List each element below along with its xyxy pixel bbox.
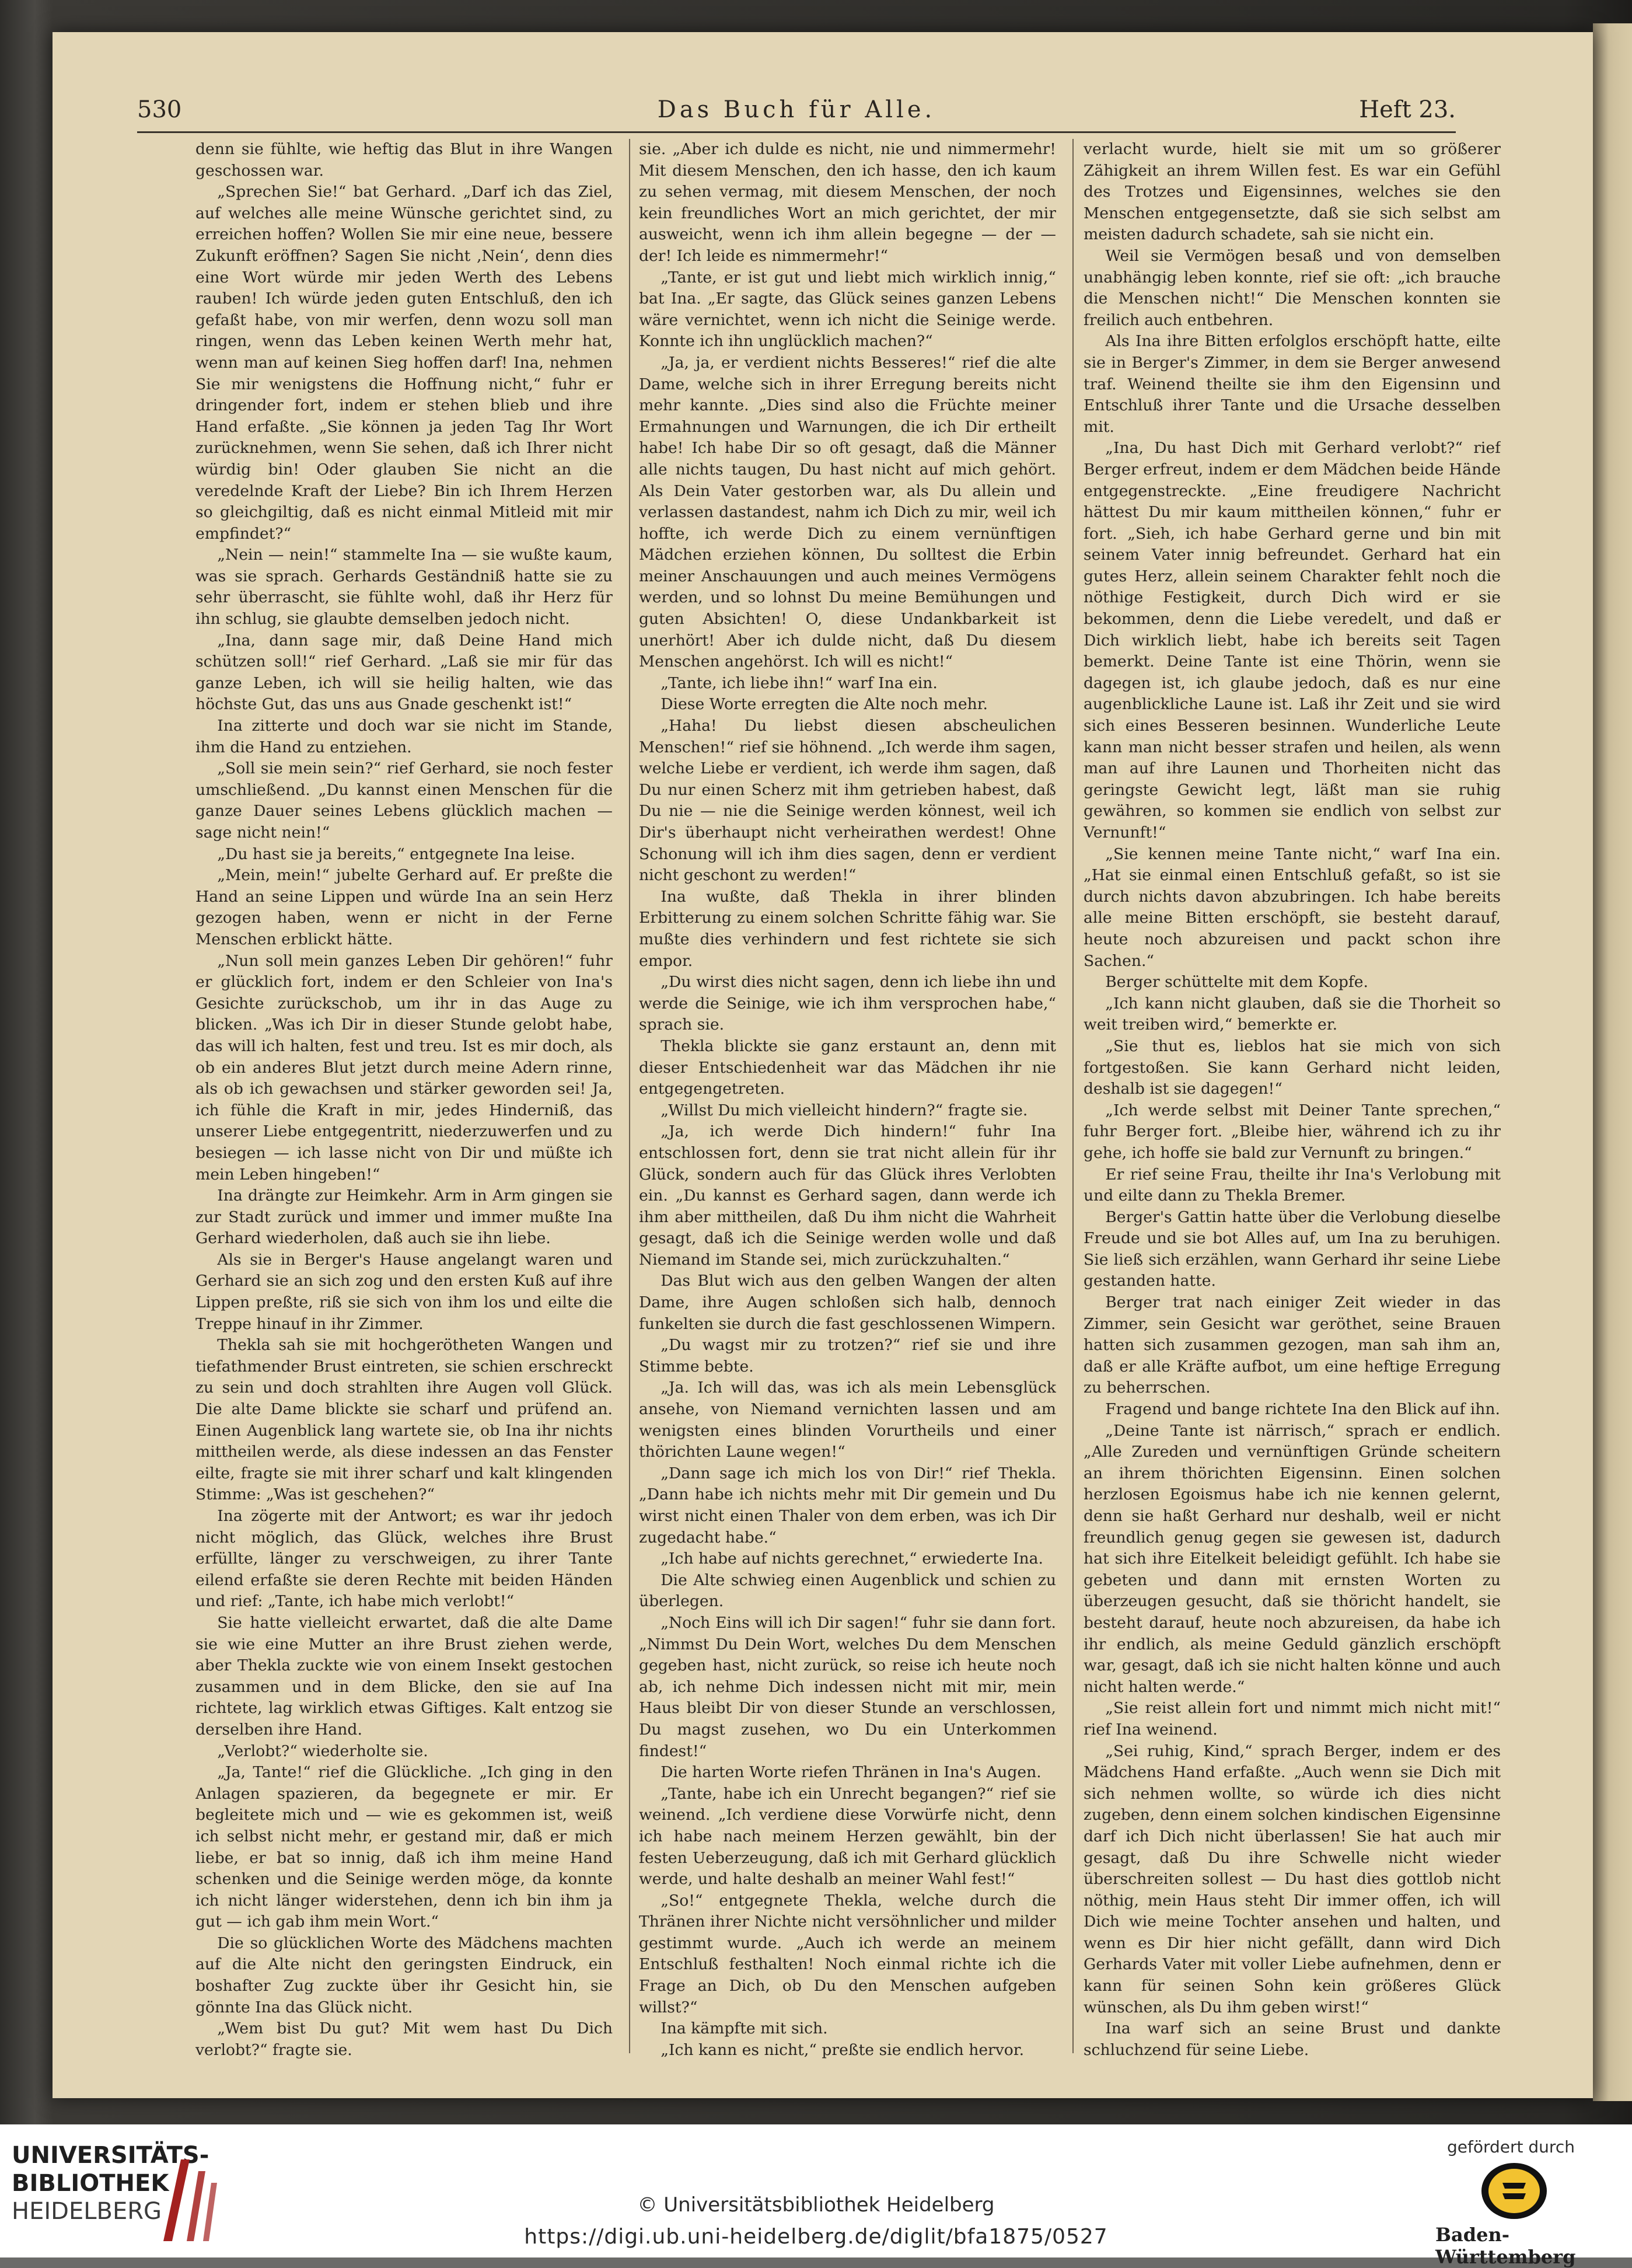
paragraph: Berger's Gattin hatte über die Verlobung dieselbe Freude und sie bot Alles auf, um Ina zu beruhigen. Sie ließ sich erzählen, wann Gerhard ihr seine Liebe gestanden hatte. bbox=[1084, 1208, 1501, 1290]
paragraph: „Ich kann es nicht,“ preßte sie endlich hervor. bbox=[661, 2040, 1025, 2059]
paragraph: „Wem bist Du gut? Mit wem hast Du Dich verlobt?“ fragte sie. bbox=[195, 2019, 613, 2059]
funder-name: Baden-Württemberg bbox=[1435, 2224, 1576, 2268]
column-divider bbox=[1072, 139, 1074, 2053]
paragraph: „Tante, ich liebe ihn!“ warf Ina ein. bbox=[661, 674, 938, 692]
header-rule bbox=[137, 131, 1456, 133]
paragraph: „Nun soll mein ganzes Leben Dir gehören!“ fuhr er glücklich fort, indem er den Schleier von Ina's Gesichte zurückschob, um ihr in das Auge zu blicken. „Was ich Dir in dieser Stunde gelobt habe, das will ich halten, fest und treu. Ist es mir doch, als ob ein anderes Blut jetzt durch meine Adern rinne, als ob ich gewachsen und stärker geworden sei! Ja, ich fühle die Kraft in mir, jedes Hinderniß, das unserer Liebe entgegentritt, niederzuwerfen und zu besiegen — ich lasse nicht von Dir und müßte ich mein Leben hingeben!“ bbox=[195, 951, 613, 1184]
next-page-edge bbox=[1593, 23, 1632, 2101]
page-number: 530 bbox=[137, 96, 182, 123]
paragraph: Berger schüttelte mit dem Kopfe. bbox=[1105, 973, 1368, 992]
paragraph: Diese Worte erregten die Alte noch mehr. bbox=[661, 695, 988, 714]
column-divider bbox=[629, 139, 630, 2053]
paragraph: Ina zögerte mit der Antwort; es war ihr jedoch nicht möglich, das Glück, welches ihre Brust erfüllte, länger zu verschweigen, zu ihrer Tante eilend erfaßte sie deren Rechte mit beiden Händen und rief: „Tante, ich habe mich verlobt!“ bbox=[195, 1507, 613, 1611]
paragraph: Als sie in Berger's Hause angelangt waren und Gerhard sie an sich zog und den ersten Kuß auf ihre Lippen preßte, riß sie sich von ihm los und eilte die Treppe hinauf in ihr Zimmer. bbox=[195, 1250, 613, 1333]
paragraph: „Ich habe auf nichts gerechnet,“ erwiederte Ina. bbox=[661, 1550, 1043, 1568]
paragraph: Ina kämpfte mit sich. bbox=[661, 2019, 828, 2038]
library-name-line3: HEIDELBERG bbox=[12, 2198, 162, 2225]
paragraph: Berger trat nach einiger Zeit wieder in das Zimmer, sein Gesicht war geröthet, seine Brauen hatten sich zusammen gezogen, man sah ihm an, daß er alle Kräfte aufbot, um eine heftige Erregung zu beherrschen. bbox=[1084, 1293, 1501, 1397]
paragraph: „Haha! Du liebst diesen abscheulichen Menschen!“ rief sie höhnend. „Ich werde ihm sagen, welche Liebe er verdient, ich werde ihm sagen, daß Du nur einen Scherz mit ihm getrieben habest, daß Du nie — nie die Seinige werden könnest, weil ich Dir's überhaupt nicht verheirathen werdest! Ohne Schonung will ich ihm dies sagen, denn er verdient nicht geschont zu werden!“ bbox=[639, 717, 1056, 885]
paragraph: Ina wußte, daß Thekla in ihrer blinden Erbitterung zu einem solchen Schritte fähig war. Sie mußte dies verhindern und fest richtete sie sich empor. bbox=[639, 887, 1056, 970]
paragraph: Thekla sah sie mit hochgerötheten Wangen und tiefathmender Brust eintreten, sie schien erschreckt zu sein und doch strahlten ihre Augen voll Glück. Die alte Dame blickte sie scharf und prüfend an. Einen Augenblick lang wartete sie, ob Ina ihr nichts mittheilen werde, als diese indessen an das Fenster eilte, fragte sie mit ihrer scharf und kalt klingenden Stimme: „Was ist geschehen?“ bbox=[195, 1336, 613, 1504]
paragraph: „Sie kennen meine Tante nicht,“ warf Ina ein. „Hat sie einmal einen Entschluß gefaßt, so ist sie durch nichts davon abzubringen. Ich habe bereits alle meine Bitten erschöpft, sie besteht darauf, heute noch abzureisen und packt schon ihre Sachen.“ bbox=[1084, 845, 1501, 970]
paragraph: „Sprechen Sie!“ bat Gerhard. „Darf ich das Ziel, auf welches alle meine Wünsche gerichtet sind, zu erreichen hoffen? Wollen Sie mir eine neue, bessere Zukunft eröffnen? Sagen Sie nicht ‚Nein‘, denn dies eine Wort würde mir jeden Werth des Lebens rauben! Ich würde jeden guten Entschluß, den ich gefaßt habe, von mir werfen, denn wozu soll man ringen, wenn das Leben keinen Werth mehr hat, wenn man auf keinen Sieg hoffen darf! Ina, nehmen Sie mir wenigstens die Hoffnung nicht,“ fuhr er dringender fort, indem er stehen blieb und ihre Hand erfaßte. „Sie können ja jeden Tag Ihr Wort zurücknehmen, wenn Sie sehen, daß ich Ihrer nicht würdig bin! Oder glauben Sie nicht an die veredelnde Kraft der Liebe? Bin ich Ihrem Herzen so gleichgiltig, daß es nicht einmal Mitleid mit mir empfindet?“ bbox=[195, 183, 613, 543]
text-column-2 bbox=[639, 139, 1056, 2059]
paragraph: „Ja, ja, er verdient nichts Besseres!“ rief die alte Dame, welche sich in ihrer Erregung bereits nicht mehr kannte. „Dies sind also die Früchte meiner Ermahnungen und Warnungen, die ich Dir ertheilt habe! Ich habe Dir so oft gesagt, daß die Männer alle nichts taugen, Du hast nicht auf mich gehört. Als Dein Vater gestorben war, als Du allein und verlassen dastandest, nahm ich Dich zu mir, weil ich hoffte, ich werde Dich zu einem vernünftigen Mädchen erziehen können, Du solltest die Erbin meiner Anschauungen und auch meines Vermögens werden, und so lohnst Du meine Bemühungen und guten Absichten! O, diese Undankbarkeit ist unerhört! Aber ich dulde nicht, daß Du diesem Menschen angehörst. Ich will es nicht!“ bbox=[639, 353, 1056, 671]
paragraph: Fragend und bange richtete Ina den Blick auf ihn. bbox=[1105, 1400, 1500, 1419]
paragraph: „Ja, Tante!“ rief die Glückliche. „Ich ging in den Anlagen spazieren, da begegnete er mir. Er begleitete mich und — wie es gekommen ist, weiß ich selbst nicht mehr, er gestand mir, daß er mich liebe, er bat so innig, daß ich ihm meine Hand schenken und die Seinige werden möge, da konnte ich nicht länger widerstehen, denn ich bin ihm ja gut — ich gab ihm mein Wort.“ bbox=[195, 1763, 613, 1931]
library-name-line2: BIBLIOTHEK bbox=[12, 2170, 169, 2197]
paragraph: „Dann sage ich mich los von Dir!“ rief Thekla. „Dann habe ich nichts mehr mit Dir gemein und Du wirst nicht einen Thaler von dem erben, was ich Dir zugedacht habe.“ bbox=[639, 1464, 1056, 1547]
paragraph: „Ich kann nicht glauben, daß sie die Thorheit so weit treiben wird,“ bemerkte er. bbox=[1084, 994, 1501, 1034]
paragraph: „Mein, mein!“ jubelte Gerhard auf. Er preßte die Hand an seine Lippen und würde Ina an sein Herz gezogen haben, wenn er nicht in der Ferne Menschen erblickt hätte. bbox=[195, 866, 613, 948]
paragraph: „Ja. Ich will das, was ich als mein Lebensglück ansehe, von Niemand vernichten lassen und am wenigsten eines blinden Vorurtheils und einer thörichten Laune wegen!“ bbox=[639, 1379, 1056, 1461]
funded-by-label: gefördert durch bbox=[1447, 2137, 1575, 2157]
paragraph: Weil sie Vermögen besaß und von demselben unabhängig leben konnte, rief sie oft: „ich brauche die Menschen nicht!“ Die Menschen konnten sie freilich auch entbehren. bbox=[1084, 246, 1501, 329]
issue-number: Heft 23. bbox=[1359, 96, 1456, 123]
paragraph: Ina warf sich an seine Brust und dankte schluchzend für seine Liebe. bbox=[1084, 2019, 1501, 2059]
journal-title: Das Buch für Alle. bbox=[657, 96, 936, 123]
paragraph: „Verlobt?“ wiederholte sie. bbox=[217, 1742, 428, 1760]
paragraph: „Sie reist allein fort und nimmt mich nicht mit!“ rief Ina weinend. bbox=[1084, 1699, 1501, 1739]
paragraph: Die so glücklichen Worte des Mädchens machten auf die Alte nicht den geringsten Eindruck, ein boshafter Zug zuckte über ihr Gesicht hin, sie gönnte Ina das Glück nicht. bbox=[195, 1934, 613, 2016]
paragraph: „Ina, dann sage mir, daß Deine Hand mich schützen soll!“ rief Gerhard. „Laß sie mir für das ganze Leben, ich will sie heilig halten, wie das höchste Gut, das uns aus Gnade geschenkt ist!“ bbox=[195, 631, 613, 714]
paragraph: „Noch Eins will ich Dir sagen!“ fuhr sie dann fort. „Nimmst Du Dein Wort, welches Du dem Menschen gegeben hast, nicht zurück, so reise ich heute noch ab, ich nehme Dich indessen nicht mit mir, mein Haus bleibt Dir von dieser Stunde an verschlossen, Du magst zusehen, wo Du ein Unterkommen findest!“ bbox=[639, 1613, 1056, 1760]
paragraph: „Tante, habe ich ein Unrecht begangen?“ rief sie weinend. „Ich verdiene diese Vorwürfe nicht, denn ich habe nach meinem Herzen gewählt, bin der festen Ueberzeugung, daß ich mit Gerhard glücklich werde, und halte deshalb an meiner Wahl fest!“ bbox=[639, 1784, 1056, 1889]
paragraph: „Ina, Du hast Dich mit Gerhard verlobt?“ rief Berger erfreut, indem er dem Mädchen beide Hände entgegenstreckte. „Eine freudigere Nachricht hättest Du mir kaum mittheilen können,“ fuhr er fort. „Sieh, ich habe Gerhard gerne und bin mit seinem Vater innig befreundet. Gerhard hat ein gutes Herz, allein seinem Charakter fehlt noch die nöthige Festigkeit, durch Dich wird er sie bekommen, denn die Liebe veredelt, und daß er Dich wirklich liebt, habe ich bereits seit Tagen bemerkt. Deine Tante ist eine Thörin, wenn sie dagegen ist, ich glaube jedoch, daß es nur eine augenblickliche Laune ist. Laß ihr Zeit und sie wird sich eines Besseren besinnen. Wunderliche Leute kann man nicht besser strafen und heilen, als wenn man auf ihre Launen und Thorheiten nicht das geringste Gewicht legt, läßt man sie ruhig gewähren, so kommen sie endlich von selbst zur Vernunft!“ bbox=[1084, 439, 1501, 842]
paragraph: „Sie thut es, lieblos hat sie mich von sich fortgestoßen. Sie kann Gerhard nicht leiden, deshalb ist sie dagegen!“ bbox=[1084, 1037, 1501, 1098]
paragraph: „Deine Tante ist närrisch,“ sprach er endlich. „Alle Zureden und vernünftigen Gründe scheitern an ihrem thörichten Eigensinn. Einen solchen herzlosen Egoismus habe ich nie kennen gelernt, denn sie haßt Gerhard nur deshalb, weil er nicht freundlich genug gegen sie gewesen ist, dadurch hat sich ihre Eitelkeit beleidigt gefühlt. Ich habe sie gebeten und dann mit ernsten Worten zu überzeugen gesucht, daß sie thöricht handelt, sie besteht darauf, heute noch abzureisen, da habe ich ihr endlich, als meine Geduld gänzlich erschöpft war, gesagt, daß ich sie nicht halten könne und auch nicht halten werde.“ bbox=[1084, 1421, 1501, 1696]
paragraph: „Nein — nein!“ stammelte Ina — sie wußte kaum, was sie sprach. Gerhards Geständniß hatte sie zu sehr überrascht, sie fühlte wohl, daß ihr Herz für ihn schlug, sie glaubte demselben jedoch nicht. bbox=[195, 546, 613, 629]
paragraph: „Willst Du mich vielleicht hindern?“ fragte sie. bbox=[661, 1101, 1028, 1119]
permalink-url[interactable]: https://digi.ub.uni-heidelberg.de/diglit/bfa1875/0527 bbox=[524, 2225, 1108, 2249]
paragraph: Als Ina ihre Bitten erfolglos erschöpft hatte, eilte sie in Berger's Zimmer, in dem sie Berger anwesend traf. Weinend theilte sie ihm den Eigensinn und Entschluß ihrer Tante und die Ursache desselben mit. bbox=[1084, 332, 1501, 436]
baden-wuerttemberg-crest-icon bbox=[1479, 2161, 1549, 2222]
viewer-footer bbox=[0, 2124, 1632, 2268]
paragraph: Das Blut wich aus den gelben Wangen der alten Dame, ihre Augen schloßen sich halb, dennoch funkelten sie durch die fast geschlossenen Wimpern. bbox=[639, 1272, 1056, 1333]
text-column-3 bbox=[1084, 139, 1501, 2059]
paragraph: verlacht wurde, hielt sie mit um so größerer Zähigkeit an ihrem Willen fest. Es war ein Gefühl des Trotzes und Eigensinnes, welches sie den Menschen entgegensetzte, daß sie sich selbst am meisten dadurch schadete, sah sie nicht ein. bbox=[1084, 140, 1501, 244]
paragraph: Die Alte schwieg einen Augenblick und schien zu überlegen. bbox=[639, 1571, 1056, 1611]
paragraph: Thekla blickte sie ganz erstaunt an, denn mit dieser Entschiedenheit war das Mädchen ihr nie entgegengetreten. bbox=[639, 1037, 1056, 1098]
paragraph: „Sei ruhig, Kind,“ sprach Berger, indem er des Mädchens Hand erfaßte. „Auch wenn sie Dich mit sich nehmen wollte, so würde ich dies nicht zugeben, denn einem solchen kindischen Eigensinne darf ich Dich nicht überlassen! Sie hat auch mir gesagt, daß Du ihre Schwelle nicht wieder überschreiten sollest — Du hast dies gottlob nicht nöthig, mein Haus steht Dir immer offen, ich will Dich wie meine Tochter ansehen und halten, und wenn es Dir hier nicht gefällt, dann wird Dich Gerhards Vater mit voller Liebe aufnehmen, denn er kann für seinen Sohn kein größeres Glück wünschen, als Du ihm geben wirst!“ bbox=[1084, 1742, 1501, 2016]
paragraph: Ina drängte zur Heimkehr. Arm in Arm gingen sie zur Stadt zurück und immer und immer mußte Ina Gerhard wiederholen, daß auch sie ihn liebe. bbox=[195, 1187, 613, 1248]
paragraph: „Du hast sie ja bereits,“ entgegnete Ina leise. bbox=[217, 845, 575, 863]
paragraph: „Du wagst mir zu trotzen?“ rief sie und ihre Stimme bebte. bbox=[639, 1336, 1056, 1376]
paragraph: „So!“ entgegnete Thekla, welche durch die Thränen ihrer Nichte nicht versöhnlicher und milder gestimmt wurde. „Auch ich werde an meinem Entschluß festhalten! Noch einmal richte ich die Frage an Dich, ob Du den Menschen aufgeben willst?“ bbox=[639, 1891, 1056, 2016]
running-head bbox=[137, 90, 1456, 131]
text-column-1 bbox=[195, 139, 613, 2059]
paragraph: sie. „Aber ich dulde es nicht, nie und nimmermehr! Mit diesem Menschen, den ich hasse, den ich kaum zu sehen vermag, mit diesem Menschen, der noch kein freundliches Wort an mich gerichtet, der mir ausweicht, wenn ich ihm allein begegne — der — der! Ich leide es nimmermehr!“ bbox=[639, 140, 1056, 265]
paragraph: Er rief seine Frau, theilte ihr Ina's Verlobung mit und eilte dann zu Thekla Bremer. bbox=[1084, 1165, 1501, 1205]
copyright-notice: © Universitätsbibliothek Heidelberg bbox=[637, 2193, 995, 2217]
paragraph: Ina zitterte und doch war sie nicht im Stande, ihm die Hand zu entziehen. bbox=[195, 717, 613, 756]
paragraph: „Tante, er ist gut und liebt mich wirklich innig,“ bat Ina. „Er sagte, das Glück seines ganzen Lebens wäre vernichtet, wenn ich nicht die Seinige werde. Konnte ich ihn unglücklich machen?“ bbox=[639, 268, 1056, 351]
paragraph: Die harten Worte riefen Thränen in Ina's Augen. bbox=[661, 1763, 1042, 1782]
library-name-line1: UNIVERSITÄTS- bbox=[12, 2142, 209, 2169]
paragraph: „Ich werde selbst mit Deiner Tante sprechen,“ fuhr Berger fort. „Bleibe hier, während ich zu ihr gehe, ich hoffe sie bald zur Vernunft zu bringen.“ bbox=[1084, 1101, 1501, 1162]
paragraph: „Du wirst dies nicht sagen, denn ich liebe ihn und werde die Seinige, wie ich ihm versprochen habe,“ sprach sie. bbox=[639, 973, 1056, 1034]
paragraph: denn sie fühlte, wie heftig das Blut in ihre Wangen geschossen war. bbox=[195, 140, 613, 180]
paragraph: „Soll sie mein sein?“ rief Gerhard, sie noch fester umschließend. „Du kannst einen Menschen für die ganze Dauer seines Lebens glücklich machen — sage nicht nein!“ bbox=[195, 759, 613, 842]
paragraph: „Ja, ich werde Dich hindern!“ fuhr Ina entschlossen fort, denn sie trat nicht allein für ihr Glück, sondern auch für das Glück ihres Verlobten ein. „Du kannst es Gerhard sagen, dann werde ich ihm aber mittheilen, daß Du ihm nicht die Wahrheit gesagt, daß ich die Seinige werden wolle und daß Niemand im Stande sei, mich zurückzuhalten.“ bbox=[639, 1122, 1056, 1269]
paragraph: Sie hatte vielleicht erwartet, daß die alte Dame sie wie eine Mutter an ihre Brust ziehen werde, aber Thekla zuckte wie von einem Insekt gestochen zusammen und in dem Blicke, den sie auf Ina richtete, lag wirklich etwas Giftiges. Kalt entzog sie derselben ihre Hand. bbox=[195, 1613, 613, 1739]
